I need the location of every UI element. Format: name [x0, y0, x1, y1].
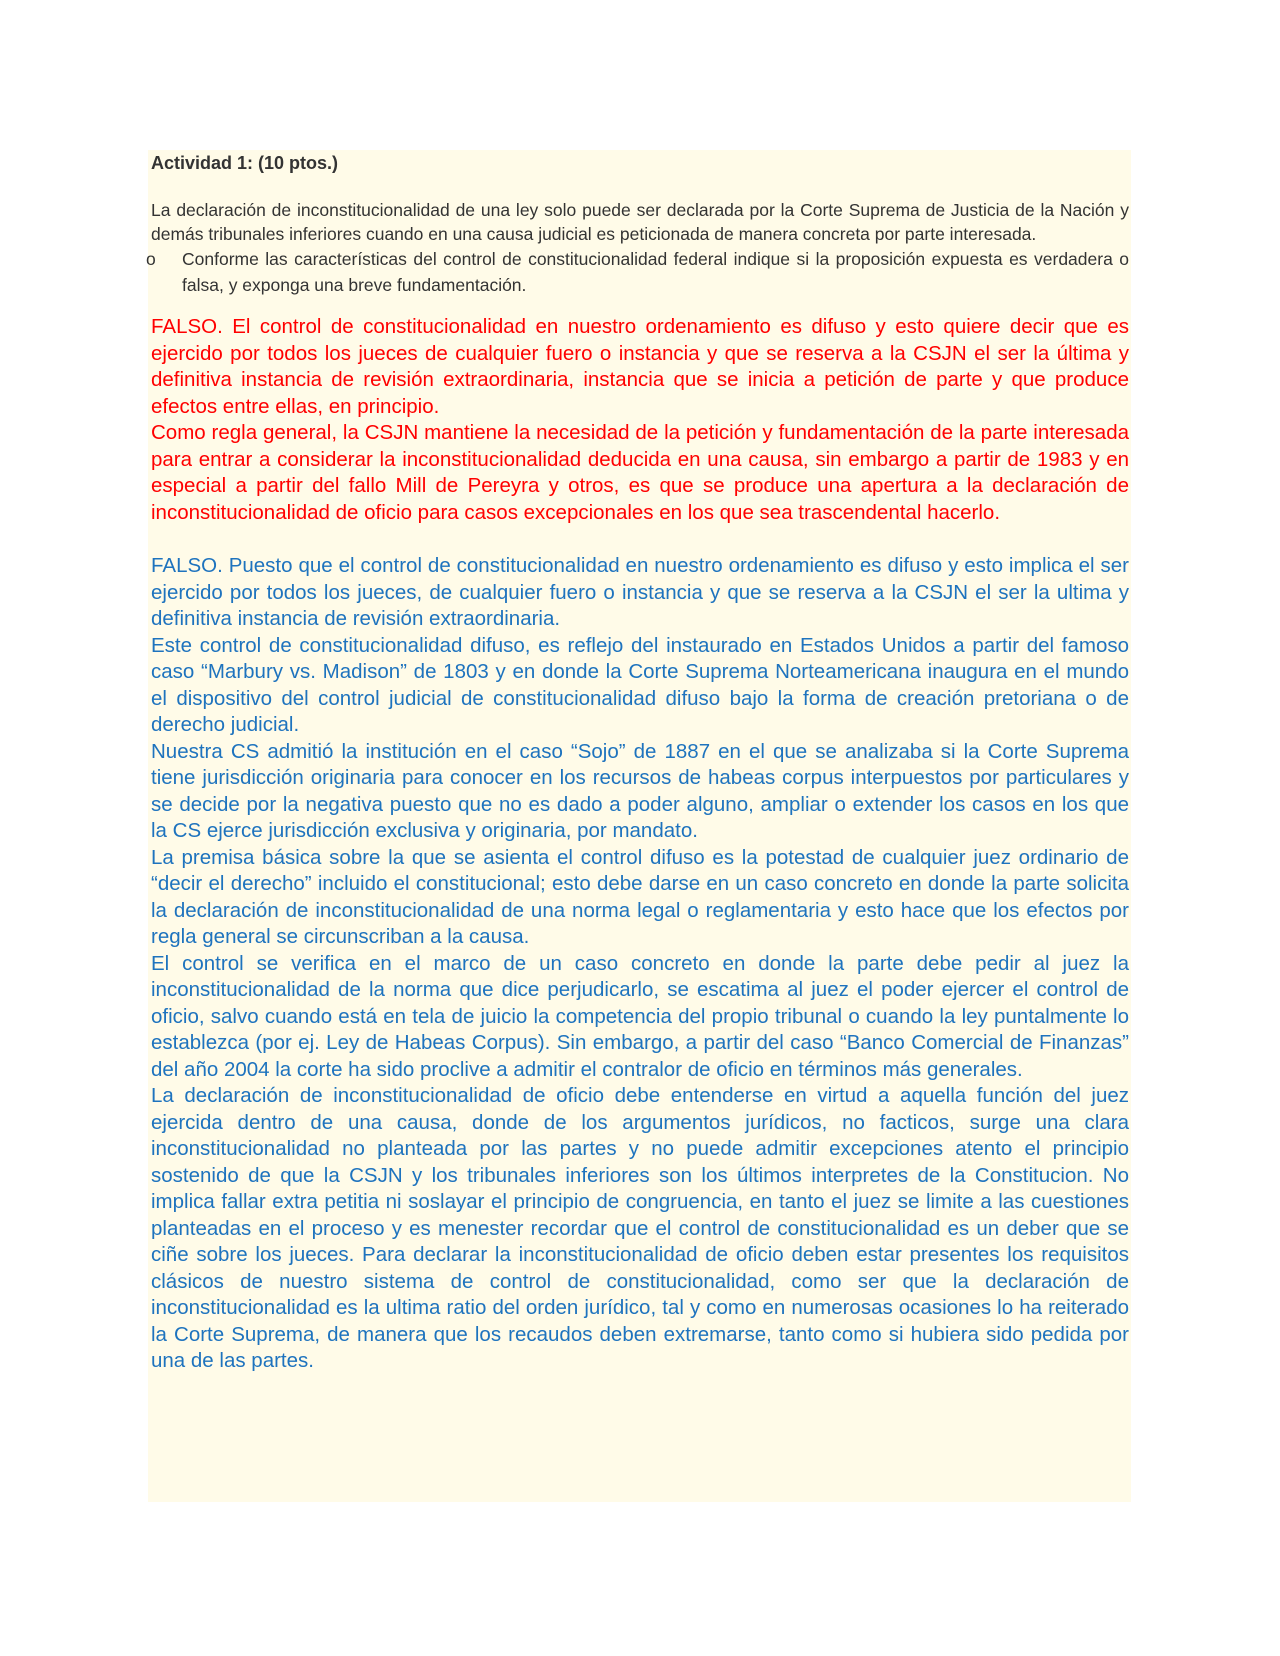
answer-blue-paragraph: La declaración de inconstitucionalidad de oficio debe entenderse en virtud a aquella función del juez ejercida dentro de una causa, donde de los argumentos jurídicos, no facticos, surge una clara inconstitucionalidad no planteada por las partes y no puede admitir excepciones atento el principio sostenido de que la CSJN y los tribunales inferiores son los últimos interpretes de la Constitucion. No implica fallar extra petitia ni soslayar el principio de congruencia, en tanto el juez se limite a las cuestiones planteadas en el proceso y es menester recordar que el control de constitucionalidad es un deber que se ciñe sobre los jueces. Para declarar la inconstitucionalidad de oficio deben estar presentes los requisitos clásicos de nuestro sistema de control de constitucionalidad, como ser que la declaración de inconstitucionalidad es la ultima ratio del orden jurídico, tal y como en numerosas ocasiones lo ha reiterado la Corte Suprema, de manera que los recaudos deben extremarse, tanto como si hubiera sido pedida por una de las partes.: [151, 1084, 1129, 1372]
answer-blue-paragraph: FALSO. Puesto que el control de constitucionalidad en nuestro ordenamiento es difuso y esto implica el ser ejercido por todos los jueces, de cualquier fuero o instancia y que se reserva a la CSJN el ser la ultima y definitiva instancia de revisión extraordinaria.: [151, 554, 1129, 630]
bullet-marker: o: [146, 249, 156, 269]
answer-blue-paragraph: Este control de constitucionalidad difuso, es reflejo del instaurado en Estados Unidos a partir del famoso caso “Marbury vs. Madison” de 1803 y en donde la Corte Suprema Norteamericana inaugura en el mundo el dispositivo del control judicial de constitucionalidad difuso bajo la forma de creación pretoriana o de derecho judicial.: [151, 633, 1129, 736]
answer-red-paragraph: FALSO. El control de constitucionalidad en nuestro ordenamiento es difuso y esto quiere decir que es ejercido por todos los jueces de cualquier fuero o instancia y que se reserva a la CSJN el ser la última y definitiva instancia de revisión extraordinaria, instancia que se inicia a petición de parte y que produce efectos entre ellas, en principio.: [151, 315, 1129, 418]
answer-blue-paragraph: El control se verifica en el marco de un caso concreto en donde la parte debe pedir al juez la inconstitucionalidad de la norma que dice perjudicarlo, se escatima al juez el poder ejercer el control de oficio, salvo cuando está en tela de juicio la competencia del propio tribunal o cuando la ley puntalmente lo establezca (por ej. Ley de Habeas Corpus). Sin embargo, a partir del caso “Banco Comercial de Finanzas” del año 2004 la corte ha sido proclive a admitir el contralor de oficio en términos más generales.: [151, 951, 1129, 1081]
answer-blue-block: [151, 553, 1129, 1375]
answer-red-block: [151, 314, 1129, 526]
answer-blue-paragraph: Nuestra CS admitió la institución en el caso “Sojo” de 1887 en el que se analizaba si la Corte Suprema tiene jurisdicción originaria para conocer en los recursos de habeas corpus interpuestos por particulares y se decide por la negativa puesto que no es dado a poder alguno, ampliar o extender los casos en los que la CS ejerce jurisdicción exclusiva y originaria, por mandato.: [151, 739, 1129, 842]
activity-title: Actividad 1: (10 ptos.): [151, 153, 339, 173]
document-content: [146, 150, 1129, 1375]
activity-statement: La declaración de inconstitucionalidad de una ley solo puede ser declarada por la Corte Suprema de Justicia de la Nación y demás tribunales inferiores cuando en una causa judicial es peticionada de manera concreta por parte interesada.: [151, 200, 1129, 244]
answer-blue-paragraph: La premisa básica sobre la que se asienta el control difuso es la potestad de cualquier juez ordinario de “decir el derecho” incluido el constitucional; esto debe darse en un caso concreto en donde la parte solicita la declaración de inconstitucionalidad de una norma legal o reglamentaria y esto hace que los efectos por regla general se circunscriban a la causa.: [151, 845, 1129, 948]
activity-instruction: Conforme las características del control de constitucionalidad federal indique si la proposición expuesta es verdadera o falsa, y exponga una breve fundamentación.: [182, 249, 1129, 295]
answer-red-paragraph: Como regla general, la CSJN mantiene la necesidad de la petición y fundamentación de la parte interesada para entrar a considerar la inconstitucionalidad deducida en una causa, sin embargo a partir de 1983 y en especial a partir del fallo Mill de Pereyra y otros, es que se produce una apertura a la declaración de inconstitucionalidad de oficio para casos excepcionales en los que sea trascendental hacerlo.: [151, 421, 1129, 524]
activity-instruction-item: [146, 246, 1129, 298]
